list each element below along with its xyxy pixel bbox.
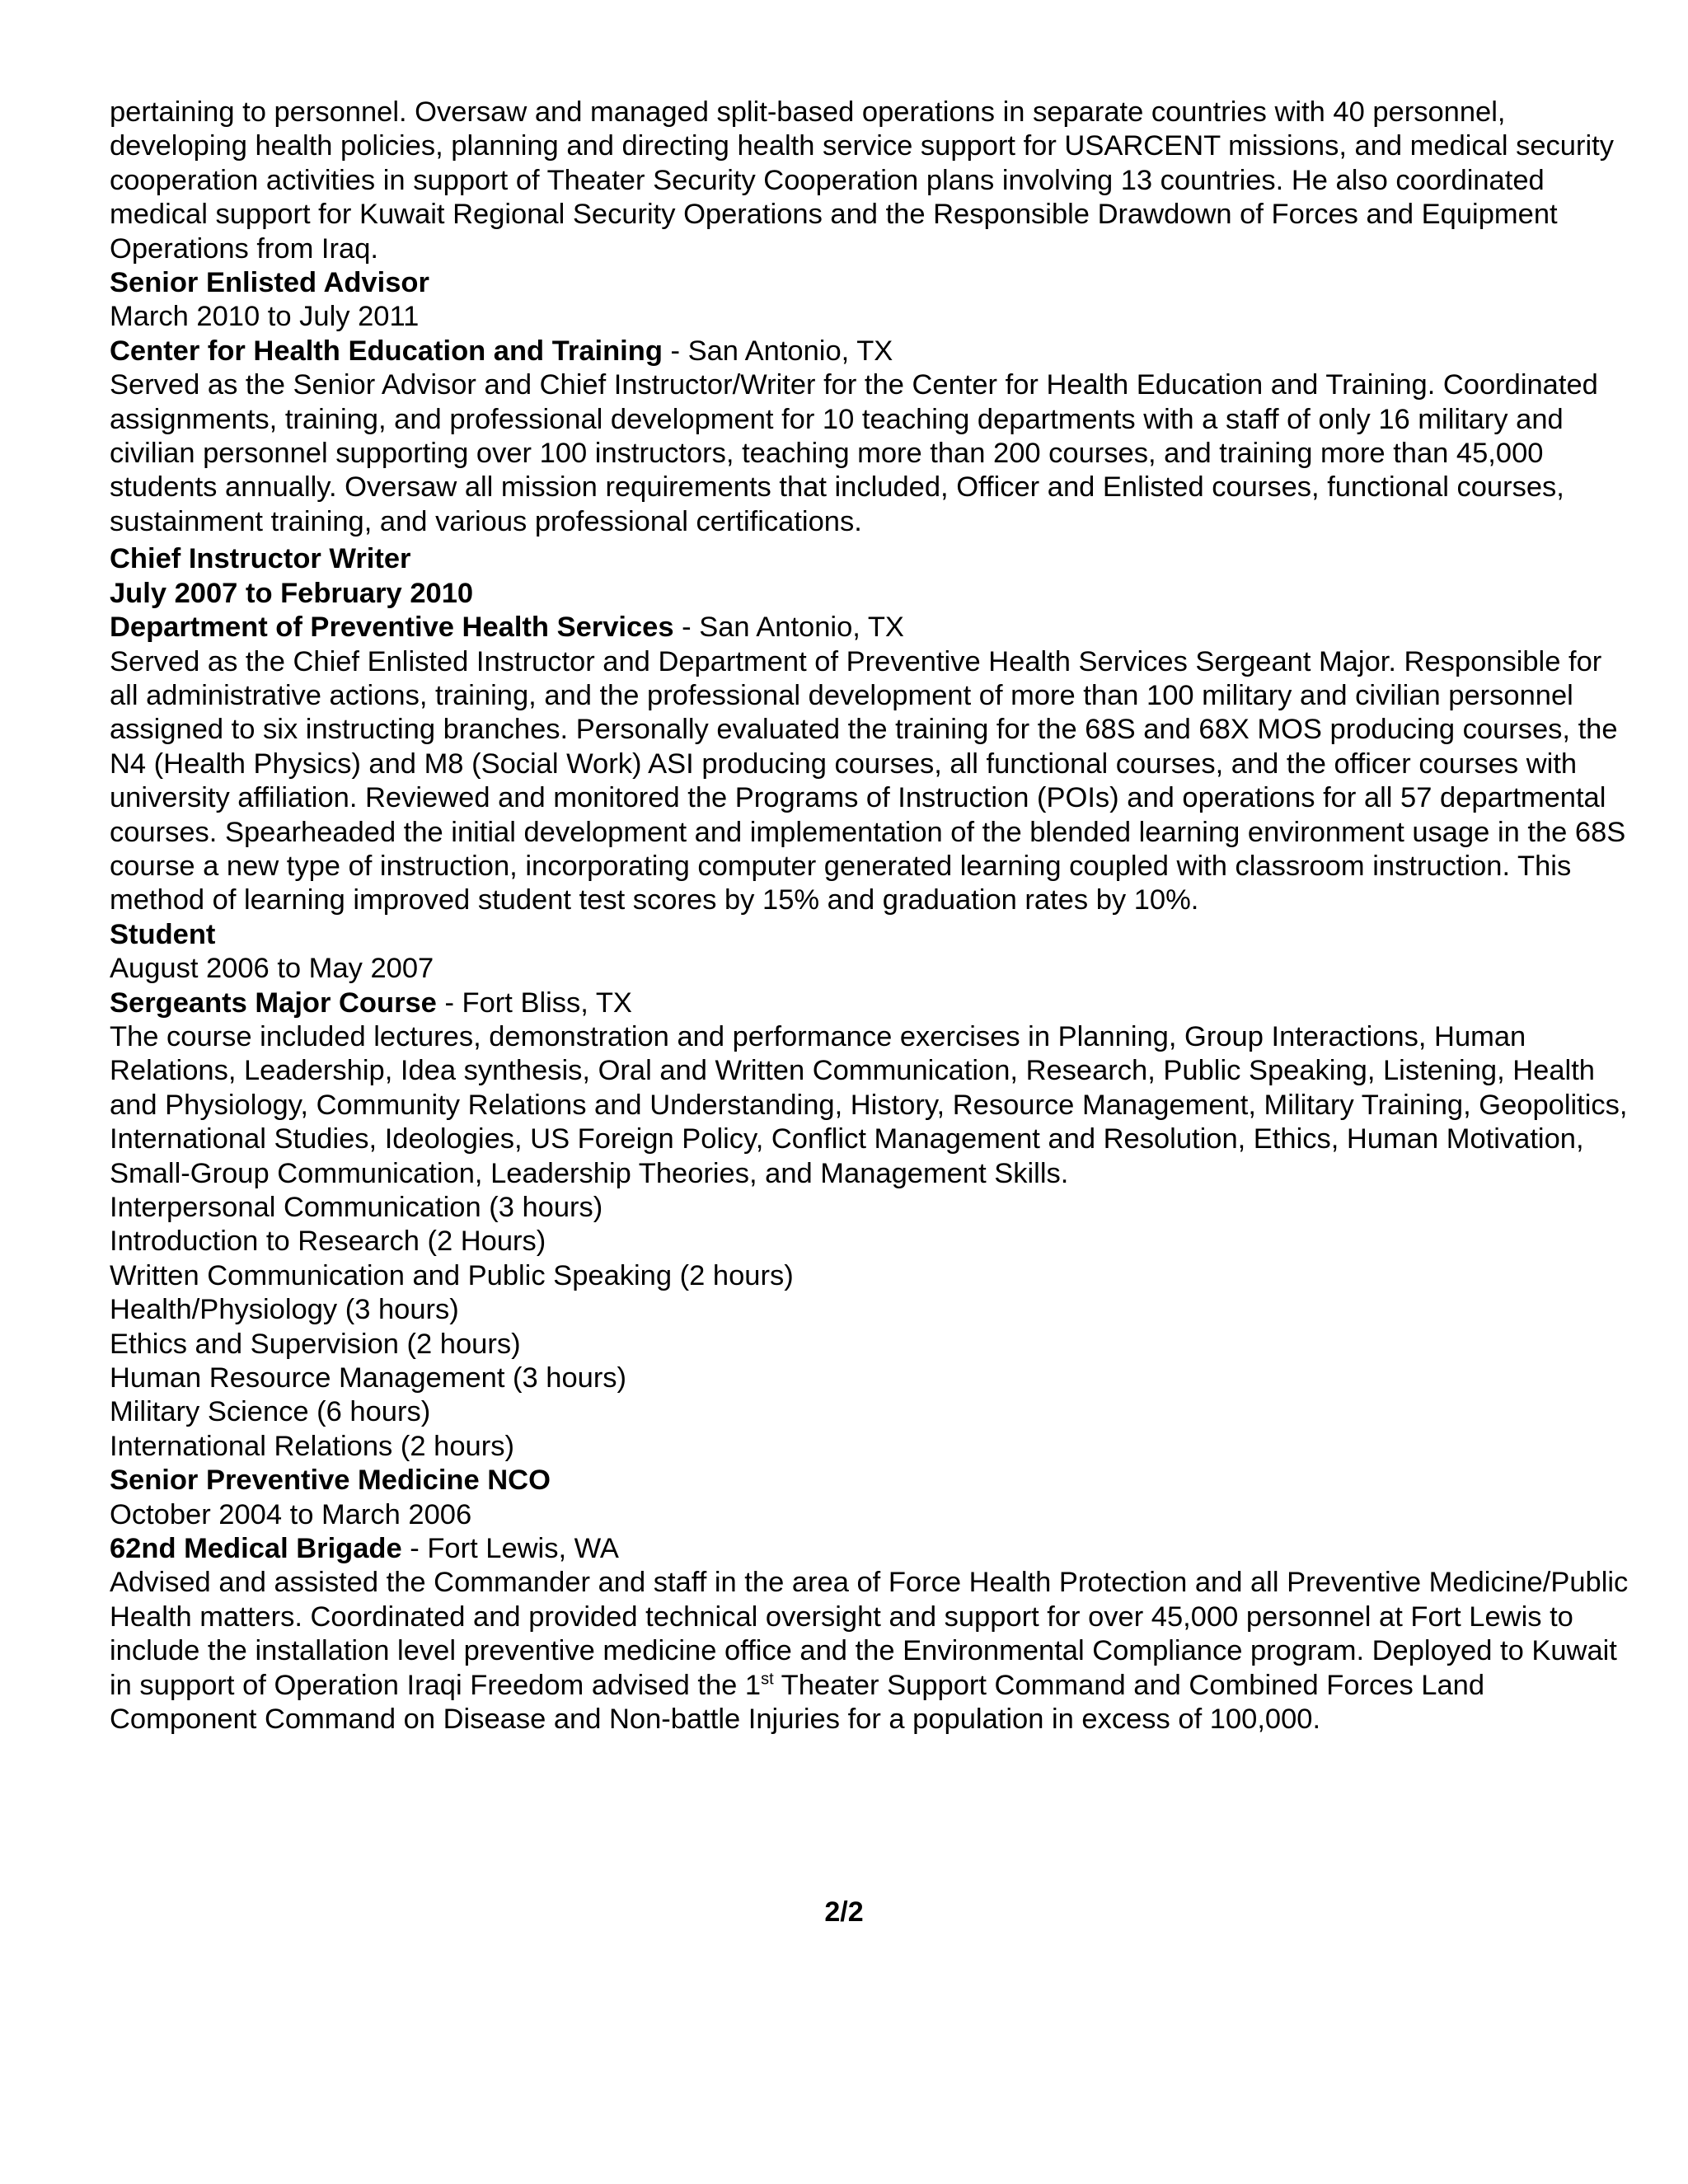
job-description <box>110 1566 1634 1736</box>
job-org-line <box>110 335 1634 368</box>
job-location: - Fort Bliss, TX <box>436 987 632 1019</box>
page-number: 2/2 <box>824 1896 864 1928</box>
course-item: Interpersonal Communication (3 hours) <box>110 1192 603 1223</box>
job-org-line <box>110 987 1634 1020</box>
ordinal-superscript: st <box>761 1670 774 1689</box>
job-description: Served as the Chief Enlisted Instructor and Department of Preventive Health Services Sergeant Major. Responsible for all administrative actions, training, and the professional development of more than 100 military and civilian personnel assigned to six instructing branches. Personally evaluated the training for the 68S and 68X MOS producing courses, the N4 (Health Physics) and M8 (Social Work) ASI producing courses, all functional courses, and the officer courses with university affiliation. Reviewed and monitored the Programs of Instruction (POIs) and operations for all 57 departmental courses. Spearheaded the initial development and implementation of the blended learning environment usage in the 68S course a new type of instruction, incorporating computer generated learning coupled with classroom instruction. This method of learning improved student test scores by 15% and graduation rates by 10%. <box>110 645 1626 916</box>
job-organization: Center for Health Education and Training <box>110 335 663 367</box>
job-entry-senior-enlisted-advisor <box>110 266 1634 539</box>
job-org-line <box>110 1532 1634 1566</box>
course-item: Introduction to Research (2 Hours) <box>110 1226 546 1258</box>
job-organization: Sergeants Major Course <box>110 987 437 1019</box>
job-dates: July 2007 to February 2010 <box>110 577 474 609</box>
course-list <box>110 1191 1634 1464</box>
job-location: - San Antonio, TX <box>673 612 904 644</box>
job-title: Senior Enlisted Advisor <box>110 267 429 299</box>
intro-paragraph: pertaining to personnel. Oversaw and managed split-based operations in separate countries with 40 personnel, developing health policies, planning and directing health service support for USARCENT missions, and medical security cooperation activities in support of Theater Security Cooperation plans involving 13 countries. He also coordinated medical support for Kuwait Regional Security Operations and the Responsible Drawdown of Forces and Equipment Operations from Iraq. <box>110 96 1614 265</box>
job-title: Student <box>110 918 216 950</box>
job-organization: Department of Preventive Health Services <box>110 612 674 644</box>
job-dates: August 2006 to May 2007 <box>110 953 434 985</box>
job-description-part1: Advised and assisted the Commander and staff in the area of Force Health Protection and all Preventive Medicine/Public Health matters. Coordinated and provided technical oversight and support for over 45,000 personnel at Fort Lewis to include the installation level preventive medicine office and the Environmental Compliance program. Deployed to Kuwait in support of Operation Iraqi Freedom advised the 1 <box>110 1567 1629 1701</box>
job-description-part2: Theater Support Command and Combined Forces Land Component Command on Disease and Non-battle Injuries for a population in excess of 100,000. <box>110 1669 1485 1736</box>
job-location: - San Antonio, TX <box>662 335 893 367</box>
job-dates: October 2004 to March 2006 <box>110 1498 472 1530</box>
job-entry-student <box>110 918 1634 1465</box>
course-item: Health/Physiology (3 hours) <box>110 1294 459 1326</box>
job-entry-senior-preventive-medicine-nco <box>110 1464 1634 1736</box>
job-description: The course included lectures, demonstration and performance exercises in Planning, Group Interactions, Human Relations, Leadership, Idea synthesis, Oral and Written Communication, Research, Public Speaking, Listening, Health and Physiology, Community Relations and Understanding, History, Resource Management, Military Training, Geopolitics, International Studies, Ideologies, US Foreign Policy, Conflict Management and Resolution, Ethics, Human Motivation, Small-Group Communication, Leadership Theories, and Management Skills. <box>110 1020 1628 1189</box>
job-title: Senior Preventive Medicine NCO <box>110 1465 551 1497</box>
job-title: Chief Instructor Writer <box>110 543 411 575</box>
job-org-line <box>110 611 1634 644</box>
course-item: Ethics and Supervision (2 hours) <box>110 1328 521 1360</box>
course-item: Written Communication and Public Speaking (2 hours) <box>110 1259 794 1291</box>
job-location: - Fort Lewis, WA <box>401 1533 619 1565</box>
job-organization: 62nd Medical Brigade <box>110 1533 402 1565</box>
job-dates: March 2010 to July 2011 <box>110 301 420 333</box>
job-description: Served as the Senior Advisor and Chief Instructor/Writer for the Center for Health Education and Training. Coordinated assignments, training, and professional development for 10 teaching departments with a staff of only 16 military and civilian personnel supporting over 100 instructors, teaching more than 200 courses, and training more than 45,000 students annually. Oversaw all mission requirements that included, Officer and Enlisted courses, functional courses, sustainment training, and various professional certifications. <box>110 369 1598 537</box>
course-item: Human Resource Management (3 hours) <box>110 1362 627 1394</box>
job-entry-chief-instructor-writer <box>110 542 1634 917</box>
course-item: Military Science (6 hours) <box>110 1396 431 1428</box>
resume-page-content <box>110 96 1634 1737</box>
course-item: International Relations (2 hours) <box>110 1430 514 1462</box>
